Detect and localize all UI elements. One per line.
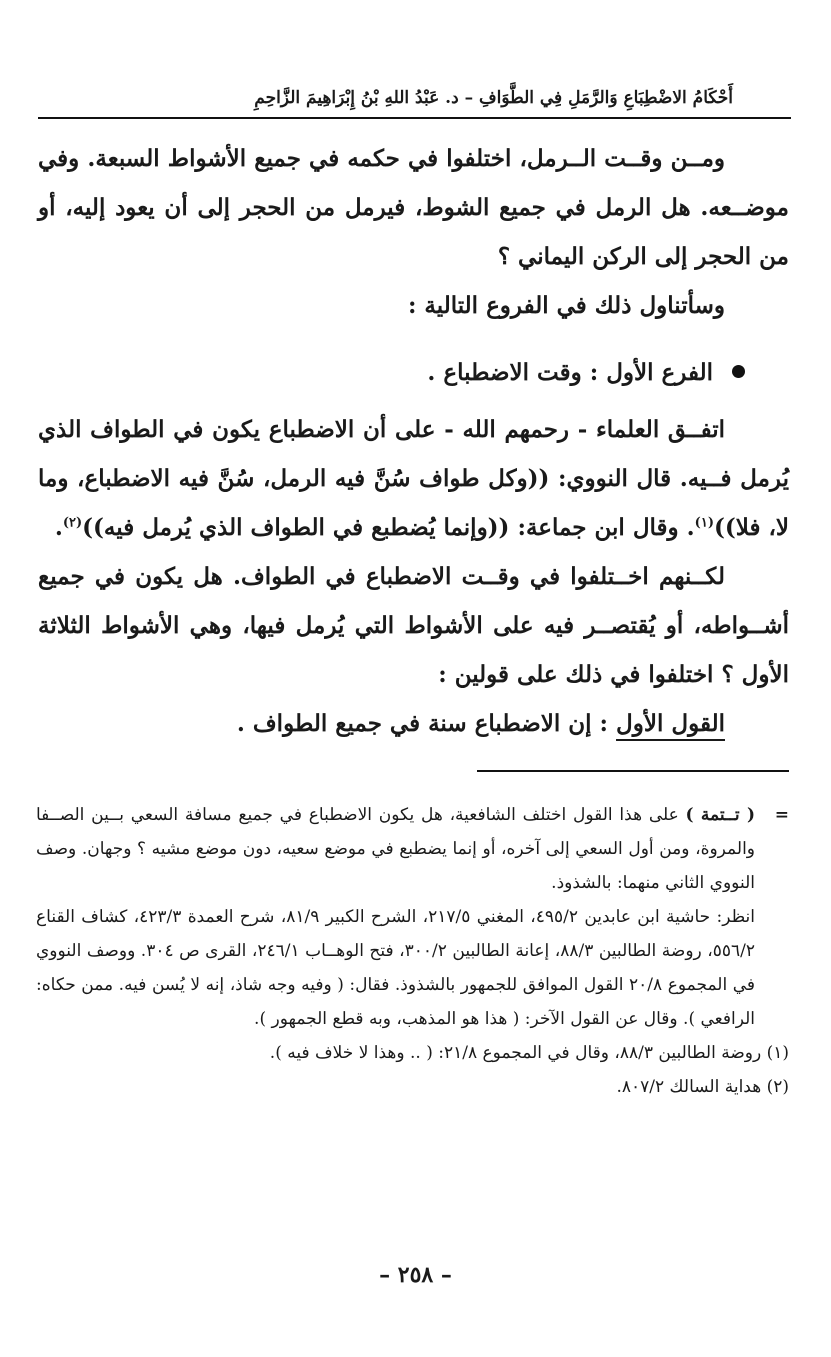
footnote-references: انظر: حاشية ابن عابدين ٤٩٥/٢، المغني ٢١٧/٥، الشرح الكبير ٨١/٩، شرح العمدة ٤٢٣/٣، كشاف القناع ٥٥٦/٢، روضة الطالبين ٨٨/٣، إعانة الطالبين ٣٠٠/٢، فتح الوهــاب ٢٤٦/١، القرى ص ٣٠٤. ووصف النووي في المجموع ٢٠/٨ القول الموافق للجمهور بالشذوذ. فقال: ( وفيه وجه شاذ، إنه لا يُسن فيه. ممن حكاه: الرافعي ). وقال عن القول الآخر: ( هذا هو المذهب، وبه قطع الجمهور ). — [36, 907, 756, 1029]
header-rule — [38, 117, 791, 119]
paragraph-4: لكــنهم اخــتلفوا في وقــت الاضطباع في الطواف. هل يكون في جميع أشــواطه، أو يُقتصــر فيه على الأشواط التي يُرمل فيها، وهي الأشواط الثلاثة الأول ؟ اختلفوا في ذلك على قولين : — [38, 563, 789, 688]
main-text — [38, 134, 789, 748]
footnote-separator — [477, 770, 789, 772]
footnote-2: (٢) هداية السالك ٨٠٧/٢. — [616, 1077, 789, 1097]
footnote-ref-1[interactable]: (١) — [694, 515, 714, 531]
branch-heading-line — [38, 348, 789, 397]
footnote-ref-2[interactable]: (٢) — [62, 515, 83, 531]
bullet-icon — [732, 365, 745, 378]
running-header: أَحْكَامُ الاضْطِبَاعِ وَالرَّمَلِ فِي الطَّوَافِ – د. عَبْدُ اللهِ بْنُ إِبْرَاهِيمَ الزَّاحِمِ — [254, 88, 733, 108]
first-opinion — [38, 699, 789, 748]
paragraph-3-part-c: . — [54, 514, 63, 541]
paragraph-3-part-a: اتفــق العلماء - رحمهم الله - على أن الاضطباع يكون في الطواف الذي يُرمل فــيه. قال النووي: ((وكل طواف سُنَّ فيه الرمل، سُنَّ فيه الاضطباع، وما لا، فلا)) — [38, 416, 789, 541]
continuation-label: ( تــتمة ) — [685, 805, 755, 825]
first-opinion-label: القول الأول — [616, 710, 725, 737]
paragraph-3-part-b: . وقال ابن جماعة: ((وإنما يُضطبع في الطواف الذي يُرمل فيه)) — [82, 514, 695, 541]
footnote-1: (١) روضة الطالبين ٨٨/٣، وقال في المجموع ٢١/٨: ( .. وهذا لا خلاف فيه ). — [269, 1043, 789, 1063]
page-number: – ٢٥٨ – — [379, 1262, 452, 1288]
paragraph-2: وسأتناول ذلك في الفروع التالية : — [407, 292, 725, 319]
first-opinion-text: : إن الاضطباع سنة في جميع الطواف . — [236, 710, 617, 737]
continuation-mark: = — [774, 805, 789, 825]
footnotes — [36, 798, 789, 1104]
paragraph-1: ومــن وقــت الــرمل، اختلفوا في حكمه في جميع الأشواط السبعة. وفي موضــعه. هل الرمل في جميع الشوط، فيرمل من الحجر إلى أن يعود إليه، أو من الحجر إلى الركن اليماني ؟ — [38, 145, 789, 270]
paragraph-3 — [38, 405, 789, 552]
footnote-continuation — [36, 798, 789, 900]
continuation-text-1: على هذا القول اختلف الشافعية، هل يكون الاضطباع في جميع مسافة السعي بــين الصــفا والمروة، ومن أول السعي إلى آخره، أو إنما يضطبع في موضع سعيه، دون موضع مشيه ؟ وجهان. وصف النووي الثاني منهما: بالشذوذ. — [36, 805, 755, 893]
branch-heading: الفرع الأول : وقت الاضطباع . — [427, 359, 713, 386]
